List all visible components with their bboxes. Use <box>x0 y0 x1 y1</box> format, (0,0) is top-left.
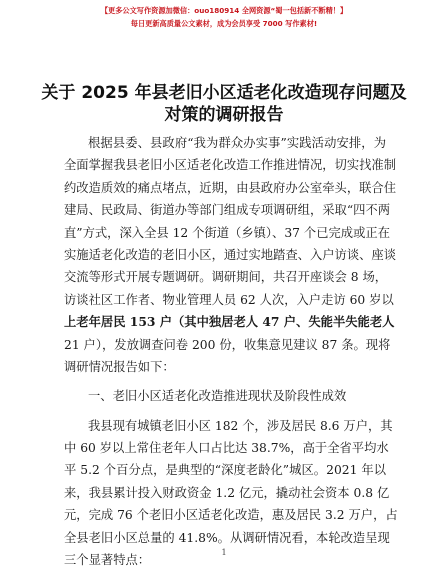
text-line: 直”方式，深入全县 12 个街道（乡镇）、37 个已完成或正在 <box>64 225 390 240</box>
section-heading: 一、老旧小区适老化改造推进现状及阶段性成效 <box>88 389 347 404</box>
page-number: 1 <box>221 548 227 557</box>
title-line-2: 对策的调研报告 <box>164 105 284 125</box>
document-title <box>40 82 408 126</box>
text-line: 访谈社区工作者、物业管理人员 62 人次，入户走访 60 岁以 <box>64 292 394 307</box>
text-line: 元，完成 76 个老旧小区适老化改造，惠及居民 3.2 万户，占 <box>64 508 398 523</box>
text-line: 约改造质效的痛点堵点，近期，由县政府办公室牵头，联合住 <box>64 180 397 195</box>
document-body <box>64 132 398 571</box>
text-line: 全县老旧小区总量的 41.8%。从调研情况看，本轮改造呈现 <box>64 530 390 545</box>
header-banner <box>0 4 448 30</box>
banner-line-2: 每日更新高质量公文素材，成为会员享受 7000 写作素材! <box>130 19 318 28</box>
text-line: 实施适老化改造的老旧小区，通过实地踏查、入户访谈、座谈 <box>64 247 397 262</box>
text-line: 调研情况报告如下： <box>64 359 175 374</box>
text-line: 上老年居民 153 户（其中独居老人 47 户、失能半失能老人 <box>64 314 395 330</box>
text-line: 三个显著特点： <box>64 553 151 568</box>
text-line: 来，我县累计投入财政资金 1.2 亿元，撬动社会资本 0.8 亿 <box>64 485 390 500</box>
banner-line-1: 【更多公文写作资源加微信：ouo180914 全网资源“蜀一包括新不断精！】 <box>100 6 348 15</box>
text-line: 中 60 岁以上常住老年人口占比达 38.7%，高于全省平均水 <box>64 441 389 456</box>
text-line: 全面掌握我县老旧小区适老化改造工作推进情况，切实找准制 <box>64 158 397 173</box>
text-line: 21 户），发放调查问卷 200 份，收集意见建议 87 条。现将 <box>64 337 391 352</box>
text-line: 交流等形式开展专题调研。调研期间，共召开座谈会 8 场， <box>64 270 388 285</box>
text-line: 平 5.2 个百分点，是典型的“深度老龄化”城区。2021 年以 <box>64 463 386 478</box>
text-line: 根据县委、县政府“我为群众办实事”实践活动安排，为 <box>88 136 386 150</box>
text-line: 我县现有城镇老旧小区 182 个，涉及居民 8.6 万户，其 <box>88 418 393 433</box>
title-line-1: 关于 2025 年县老旧小区适老化改造现存问题及 <box>41 83 407 103</box>
text-line: 建局、民政局、街道办等部门组成专项调研组，采取“四不两 <box>64 203 391 218</box>
paragraph-intro <box>64 132 397 378</box>
